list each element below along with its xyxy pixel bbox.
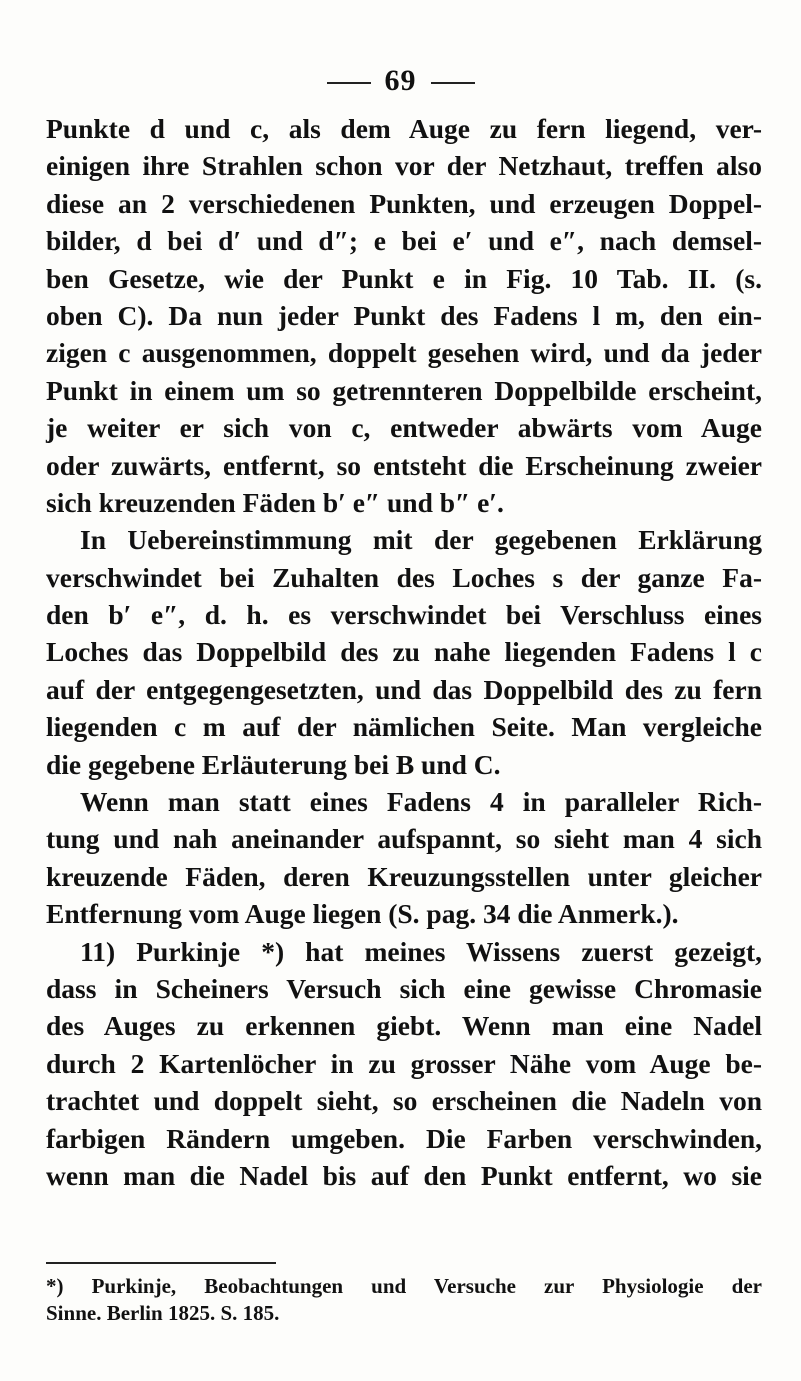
footnote: [46, 1273, 762, 1327]
text-line: bilder, d bei d′ und d″; e bei e′ und e″, nach demsel-: [46, 225, 762, 257]
text-line: des Auges zu erkennen giebt. Wenn man eine Nadel: [46, 1010, 762, 1042]
text-line: In Uebereinstimmung mit der gegebenen Erklärung: [80, 524, 762, 556]
text-line: oder zuwärts, entfernt, so entsteht die Erscheinung zweier: [46, 449, 762, 481]
text-line: dass in Scheiners Versuch sich eine gewisse Chromasie: [46, 972, 762, 1004]
header-dash-left: [327, 82, 371, 84]
text-line: zigen c ausgenommen, doppelt gesehen wird, und da jeder: [46, 337, 762, 369]
body-text: [46, 110, 762, 1194]
text-line: Punkte d und c, als dem Auge zu fern liegend, ver-: [46, 113, 762, 144]
text-line: Entfernung vom Auge liegen (S. pag. 34 die Anmerk.).: [46, 898, 679, 930]
text-line: einigen ihre Strahlen schon vor der Netzhaut, treffen also: [46, 150, 762, 182]
text-line: kreuzende Fäden, deren Kreuzungsstellen unter gleicher: [46, 860, 762, 892]
footnote-line: Sinne. Berlin 1825. S. 185.: [46, 1301, 280, 1325]
text-line: Punkt in einem um so getrennteren Doppelbilde erscheint,: [46, 374, 762, 406]
text-line: diese an 2 verschiedenen Punkten, und erzeugen Doppel-: [46, 187, 762, 219]
text-line: je weiter er sich von c, entweder abwärts vom Auge: [46, 412, 762, 444]
text-line: trachtet und doppelt sieht, so erscheinen die Nadeln von: [46, 1085, 762, 1117]
text-line: 11) Purkinje *) hat meines Wissens zuerst gezeigt,: [80, 935, 762, 967]
text-line: ben Gesetze, wie der Punkt e in Fig. 10 Tab. II. (s.: [46, 262, 762, 294]
page-number: 69: [384, 64, 417, 97]
text-line: oben C). Da nun jeder Punkt des Fadens l m, den ein-: [46, 299, 762, 331]
text-line: sich kreuzenden Fäden b′ e″ und b″ e′.: [46, 486, 504, 518]
text-line: Wenn man statt eines Fadens 4 in paralleler Rich-: [80, 786, 762, 818]
page-number-header: [0, 64, 801, 98]
text-line: farbigen Rändern umgeben. Die Farben verschwinden,: [46, 1122, 762, 1154]
footnote-divider: [46, 1262, 276, 1264]
text-line: den b′ e″, d. h. es verschwindet bei Verschluss eines: [46, 599, 762, 631]
text-line: auf der entgegengesetzten, und das Doppelbild des zu fern: [46, 673, 762, 705]
text-line: verschwindet bei Zuhalten des Loches s der ganze Fa-: [46, 561, 762, 593]
text-line: wenn man die Nadel bis auf den Punkt entfernt, wo sie: [46, 1159, 762, 1191]
footnote-line: *) Purkinje, Beobachtungen und Versuche zur Physiologie der: [46, 1274, 762, 1298]
text-line: Loches das Doppelbild des zu nahe liegenden Fadens l c: [46, 636, 762, 668]
header-dash-right: [431, 82, 475, 84]
text-line: tung und nah aneinander aufspannt, so sieht man 4 sich: [46, 823, 762, 855]
text-line: durch 2 Kartenlöcher in zu grosser Nähe vom Auge be-: [46, 1047, 762, 1079]
text-line: liegenden c m auf der nämlichen Seite. Man vergleiche: [46, 711, 762, 743]
text-line: die gegebene Erläuterung bei B und C.: [46, 748, 501, 780]
